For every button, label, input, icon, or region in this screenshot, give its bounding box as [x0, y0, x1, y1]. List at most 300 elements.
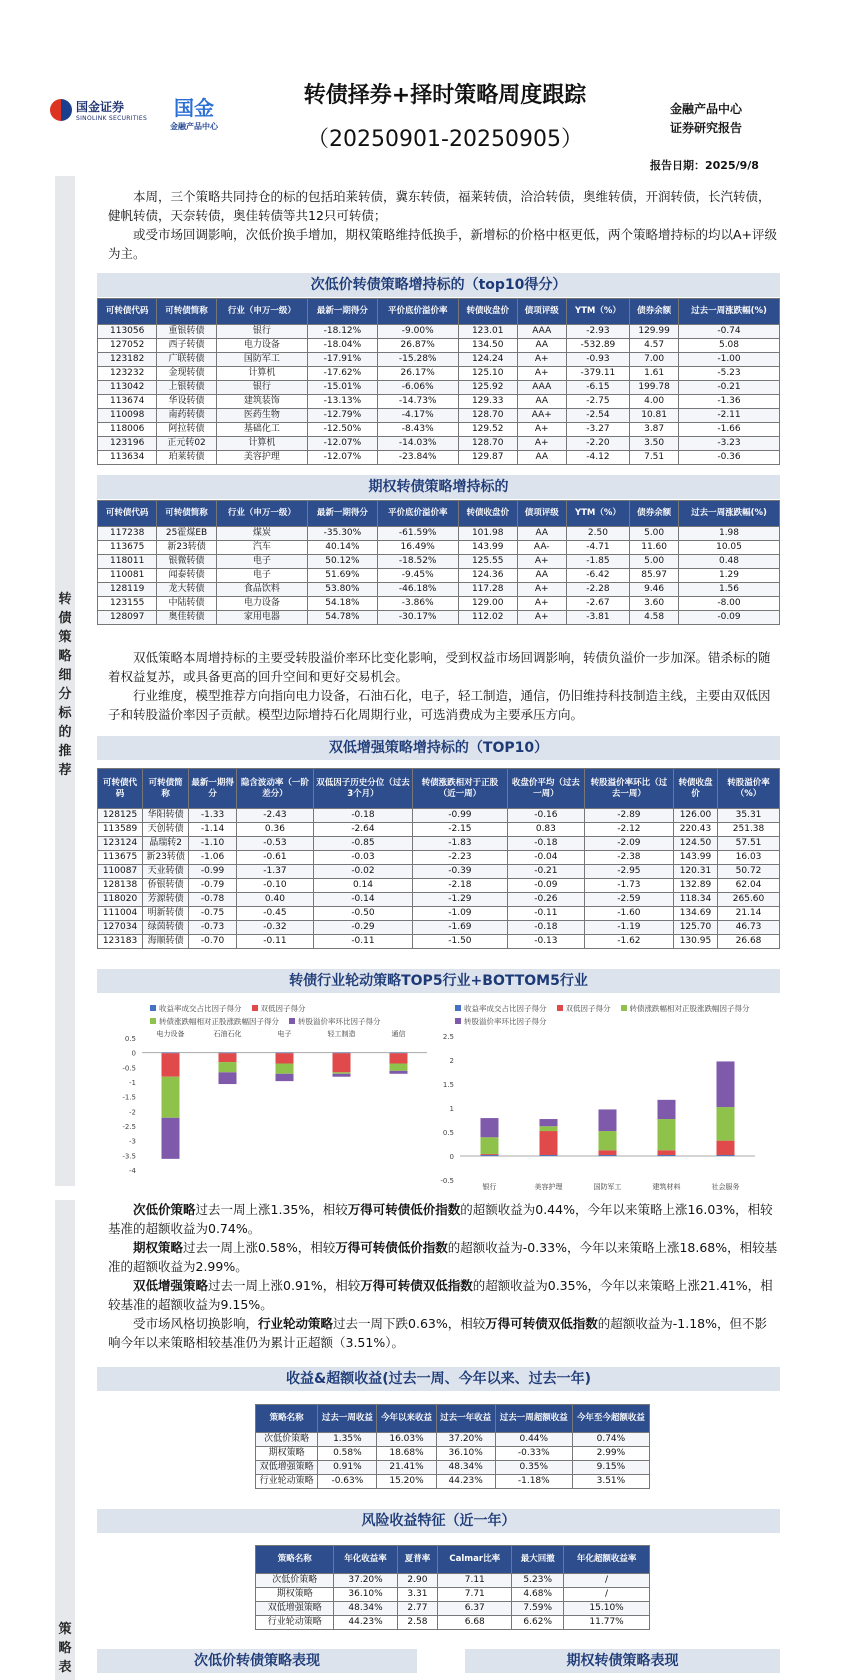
- table1-header-1: 可转债简称: [157, 299, 216, 325]
- table1-cell: -2.93: [566, 325, 630, 339]
- table3-cell: -0.10: [236, 879, 313, 893]
- table-row: [98, 527, 780, 541]
- bar-segment: [481, 1137, 499, 1154]
- table3-cell: -0.75: [189, 907, 237, 921]
- table1-cell: 125.92: [458, 381, 517, 395]
- perf-s1: [108, 1200, 778, 1238]
- bar-segment: [717, 1107, 735, 1141]
- bar-segment: [333, 1072, 351, 1073]
- table3-cell: -1.83: [412, 837, 507, 851]
- table-row: [98, 893, 780, 907]
- table2-cell: 118011: [98, 555, 157, 569]
- table2-cell: A+: [517, 611, 566, 625]
- sidebar-label-1: 转债策略细分标的推荐: [58, 592, 72, 778]
- table1-cell: -6.15: [566, 381, 630, 395]
- table-row: [98, 865, 780, 879]
- table3-cell: -0.21: [507, 865, 584, 879]
- perf-s2-index: 万得可转债低价指数: [335, 1240, 448, 1255]
- table2-cell: 129.00: [458, 597, 517, 611]
- table2-header-2: 行业（申万一级）: [216, 501, 307, 527]
- table-row: [98, 395, 780, 409]
- table3-cell: -0.50: [313, 907, 412, 921]
- table-row: [98, 541, 780, 555]
- table4-cell: -0.33%: [495, 1447, 572, 1461]
- table-row: [98, 851, 780, 865]
- table3-cell: -2.64: [313, 823, 412, 837]
- table3-cell: 113589: [98, 823, 143, 837]
- table4-cell: 0.44%: [495, 1433, 572, 1447]
- table4-cell: 16.03%: [377, 1433, 436, 1447]
- table2-header-9: 过去一周涨跌幅(%): [678, 501, 779, 527]
- table4-cell: 3.51%: [572, 1475, 649, 1489]
- perf-s3: [108, 1276, 778, 1314]
- table-row: [98, 409, 780, 423]
- table1-cell: 199.78: [630, 381, 679, 395]
- table-row: [98, 325, 780, 339]
- table3-cell: 26.68: [718, 935, 780, 949]
- table2-cell: 16.49%: [377, 541, 458, 555]
- table1-cell: 南药转债: [157, 409, 216, 423]
- rotation-title: 转债行业轮动策略TOP5行业+BOTTOM5行业: [97, 969, 780, 993]
- table1-cell: -2.75: [566, 395, 630, 409]
- table3-header-7: 转股溢价率环比（过去一周）: [584, 769, 673, 809]
- table4-cell: 期权策略: [256, 1447, 318, 1461]
- table2-cell: -4.71: [566, 541, 630, 555]
- table1-cell: 123196: [98, 437, 157, 451]
- table4-cell: 1.35%: [318, 1433, 377, 1447]
- table2-cell: -8.00: [678, 597, 779, 611]
- table1-cell: 134.50: [458, 339, 517, 353]
- y-tick-label: -0.5: [440, 1177, 454, 1185]
- perf-s2: [108, 1238, 778, 1276]
- table3-cell: -1.37: [236, 865, 313, 879]
- table3-cell: 绿茵转债: [143, 921, 189, 935]
- table1-cell: 124.24: [458, 353, 517, 367]
- table5: [255, 1545, 650, 1630]
- table4-header-5: 今年至今超额收益: [572, 1405, 649, 1433]
- legend-swatch: [150, 1018, 156, 1024]
- y-tick-label: 2: [449, 1057, 454, 1065]
- table2-cell: 新23转债: [157, 541, 216, 555]
- table3-cell: -2.18: [412, 879, 507, 893]
- table4-header-2: 今年以来收益: [377, 1405, 436, 1433]
- table5-cell: 44.23%: [334, 1616, 397, 1630]
- table5-cell: 15.10%: [564, 1602, 650, 1616]
- table1-cell: AAA: [517, 325, 566, 339]
- table3-cell: -2.12: [584, 823, 673, 837]
- table2-cell: 家用电器: [216, 611, 307, 625]
- table3-cell: -0.26: [507, 893, 584, 907]
- table2-cell: 11.60: [630, 541, 679, 555]
- table4-cell: 次低价策略: [256, 1433, 318, 1447]
- table1-cell: 华设转债: [157, 395, 216, 409]
- table3-cell: 220.43: [673, 823, 717, 837]
- table3-cell: -0.11: [236, 935, 313, 949]
- table-row: [98, 423, 780, 437]
- table3-cell: -1.50: [412, 935, 507, 949]
- table3-cell: -0.78: [189, 893, 237, 907]
- bar-segment: [276, 1064, 294, 1074]
- table1-cell: -0.74: [678, 325, 779, 339]
- table2-cell: 食品饮料: [216, 583, 307, 597]
- table5-cell: 7.59%: [512, 1602, 564, 1616]
- category-label: 国防军工: [593, 1183, 622, 1191]
- bar-segment: [481, 1154, 499, 1155]
- table2-cell: 中陆转债: [157, 597, 216, 611]
- table2-cell: 51.69%: [307, 569, 377, 583]
- table3-header-2: 最新一期得分: [189, 769, 237, 809]
- logo2-small: 金融产品中心: [170, 122, 218, 131]
- analysis-p2: 行业维度，模型推荐方向指向电力设备，石油石化，电子，轻工制造，通信，仍旧维持科技制造主线，主要由双低因子和转股溢价率因子贡献。模型边际增持石化周期行业，可选消费成为主要承压方向。: [108, 688, 771, 722]
- table4-cell: 0.58%: [318, 1447, 377, 1461]
- category-label: 美容护理: [534, 1183, 563, 1191]
- table2-header-6: 债项评级: [517, 501, 566, 527]
- legend-label: 双低因子得分: [260, 1004, 306, 1013]
- table3-cell: -1.29: [412, 893, 507, 907]
- table2-cell: -46.18%: [377, 583, 458, 597]
- table1-cell: 计算机: [216, 367, 307, 381]
- table1-cell: -4.17%: [377, 409, 458, 423]
- table1-cell: -1.36: [678, 395, 779, 409]
- table-row: [98, 437, 780, 451]
- table4-cell: 双低增强策略: [256, 1461, 318, 1475]
- chart-bottom5: [440, 1028, 780, 1193]
- table1-cell: 128.70: [458, 409, 517, 423]
- bar-segment: [658, 1119, 676, 1150]
- table4-cell: 行业轮动策略: [256, 1475, 318, 1489]
- table5-cell: 3.31: [397, 1588, 438, 1602]
- table2-cell: 3.60: [630, 597, 679, 611]
- table2: [97, 500, 780, 625]
- table3-header-8: 转债收盘价: [673, 769, 717, 809]
- table3-cell: -2.09: [584, 837, 673, 851]
- perf-s1-text2: 的超额收益为0.44%，今年以来策略上涨16.03%，相较基准的超额收益为0.74%。: [108, 1202, 773, 1236]
- table5-cell: 7.71: [438, 1588, 512, 1602]
- table1-cell: -12.07%: [307, 451, 377, 465]
- table3-cell: -1.60: [584, 907, 673, 921]
- table1-cell: AA: [517, 451, 566, 465]
- bar-segment: [540, 1131, 558, 1155]
- table1-cell: -18.12%: [307, 325, 377, 339]
- table3-cell: 0.36: [236, 823, 313, 837]
- legend-swatch: [150, 1005, 156, 1011]
- table2-cell: 5.00: [630, 555, 679, 569]
- bar-segment: [540, 1126, 558, 1131]
- legend-item: [289, 1016, 381, 1027]
- table1-cell: -3.27: [566, 423, 630, 437]
- table5-cell: /: [564, 1588, 650, 1602]
- table1-cell: 美容护理: [216, 451, 307, 465]
- table1-cell: AAA: [517, 381, 566, 395]
- category-label: 社会服务: [711, 1183, 740, 1191]
- perf-s4-text2: 的超额收益为-1.18%，但不影响今年以来策略相较基准仍为累计正超额（3.51%）。: [108, 1316, 767, 1350]
- table1-cell: 123182: [98, 353, 157, 367]
- table2-cell: 汽车: [216, 541, 307, 555]
- category-label: 电子: [277, 1030, 292, 1038]
- table1-header-0: 可转债代码: [98, 299, 157, 325]
- table-row: [98, 837, 780, 851]
- table1-header-9: 过去一周涨跌幅(%): [678, 299, 779, 325]
- perf-s3-text2: 的超额收益为0.35%，今年以来策略上涨21.41%，相较基准的超额收益为9.15%。: [108, 1278, 773, 1312]
- table3-cell: 16.03: [718, 851, 780, 865]
- table3-cell: -1.73: [584, 879, 673, 893]
- table1-cell: 正元转02: [157, 437, 216, 451]
- table1-cell: -2.11: [678, 409, 779, 423]
- table5-cell: 4.68%: [512, 1588, 564, 1602]
- table1-header-5: 转债收盘价: [458, 299, 517, 325]
- table1-cell: -5.23: [678, 367, 779, 381]
- table-row: [98, 907, 780, 921]
- table-row: [98, 823, 780, 837]
- table2-cell: 电子: [216, 569, 307, 583]
- table2-cell: -3.81: [566, 611, 630, 625]
- legend-item: [150, 1016, 279, 1027]
- intro-section: [108, 187, 778, 263]
- table2-cell: 电子: [216, 555, 307, 569]
- legend-swatch: [455, 1005, 461, 1011]
- table2-cell: 54.78%: [307, 611, 377, 625]
- table1-cell: 1.61: [630, 367, 679, 381]
- table1-cell: -2.54: [566, 409, 630, 423]
- table2-cell: 4.58: [630, 611, 679, 625]
- table4-cell: 21.41%: [377, 1461, 436, 1475]
- table1-cell: AA: [517, 339, 566, 353]
- table-row: [98, 611, 780, 625]
- table2-cell: 110081: [98, 569, 157, 583]
- legend-swatch: [621, 1005, 627, 1011]
- table1-cell: -0.93: [566, 353, 630, 367]
- table-row: [256, 1447, 650, 1461]
- table2-cell: 50.12%: [307, 555, 377, 569]
- table-row: [256, 1588, 650, 1602]
- table1-cell: 113634: [98, 451, 157, 465]
- table3-cell: -0.02: [313, 865, 412, 879]
- table2-cell: AA: [517, 527, 566, 541]
- category-label: 轻工制造: [327, 1030, 356, 1038]
- table2-cell: 25霍煤EB: [157, 527, 216, 541]
- table3-header-0: 可转债代码: [98, 769, 143, 809]
- y-tick-label: 0.5: [124, 1035, 136, 1043]
- perf-s4: [108, 1314, 778, 1352]
- bar-segment: [276, 1053, 294, 1063]
- table3-cell: -2.59: [584, 893, 673, 907]
- bar-segment: [162, 1053, 180, 1076]
- table3-cell: -2.95: [584, 865, 673, 879]
- table1-cell: -12.50%: [307, 423, 377, 437]
- category-label: 建筑材料: [652, 1183, 681, 1191]
- bar-segment: [219, 1053, 237, 1054]
- table1-cell: 3.50: [630, 437, 679, 451]
- table2-cell: A+: [517, 555, 566, 569]
- table4-cell: 0.74%: [572, 1433, 649, 1447]
- bar-segment: [219, 1062, 237, 1072]
- y-tick-label: 2.5: [442, 1033, 454, 1041]
- table2-header-0: 可转债代码: [98, 501, 157, 527]
- table2-cell: 5.00: [630, 527, 679, 541]
- legend-item: [455, 1003, 547, 1014]
- legend-label: 转债涨跌幅相对正股涨跌幅因子得分: [159, 1017, 279, 1026]
- table3-cell: -0.18: [313, 809, 412, 823]
- table2-cell: 10.05: [678, 541, 779, 555]
- perf-s4-name: 行业轮动策略: [258, 1316, 334, 1331]
- table1-cell: 上银转债: [157, 381, 216, 395]
- bar-segment: [658, 1150, 676, 1155]
- table3-cell: -0.11: [507, 907, 584, 921]
- table3-header-4: 双低因子历史分位（过去3个月）: [313, 769, 412, 809]
- perf-s4-text: 过去一周下跌0.63%，相较: [333, 1316, 486, 1331]
- table2-cell: -61.59%: [377, 527, 458, 541]
- bottom-left-title: 次低价转债策略表现: [97, 1649, 417, 1673]
- y-tick-label: -2: [129, 1108, 136, 1117]
- table1-cell: 113056: [98, 325, 157, 339]
- table1-cell: 银行: [216, 381, 307, 395]
- table3-header-5: 转债涨跌相对于正股（近一周）: [412, 769, 507, 809]
- table2-cell: -2.67: [566, 597, 630, 611]
- table3-cell: 134.69: [673, 907, 717, 921]
- table3-cell: 128138: [98, 879, 143, 893]
- table3-cell: 新23转债: [143, 851, 189, 865]
- table-row: [98, 921, 780, 935]
- y-tick-label: -0.5: [122, 1064, 136, 1073]
- table1-cell: -379.11: [566, 367, 630, 381]
- table3-cell: -2.38: [584, 851, 673, 865]
- table3-cell: -0.61: [236, 851, 313, 865]
- perf-s1-index: 万得可转债低价指数: [347, 1202, 461, 1217]
- perf-s2-name: 期权策略: [133, 1240, 184, 1255]
- table1-cell: -8.43%: [377, 423, 458, 437]
- table1-cell: -2.20: [566, 437, 630, 451]
- bar-segment: [390, 1053, 408, 1054]
- table2-cell: 54.18%: [307, 597, 377, 611]
- table2-cell: -18.52%: [377, 555, 458, 569]
- table3-cell: 128125: [98, 809, 143, 823]
- chart2-legend: [455, 1003, 775, 1027]
- table1-cell: -532.89: [566, 339, 630, 353]
- table4-cell: 18.68%: [377, 1447, 436, 1461]
- bar-segment: [333, 1074, 351, 1077]
- perf-s4-index: 万得可转债双低指数: [485, 1316, 598, 1331]
- table3-cell: 华阳转债: [143, 809, 189, 823]
- table3-cell: 123183: [98, 935, 143, 949]
- table-row: [256, 1574, 650, 1588]
- table1-cell: -23.84%: [377, 451, 458, 465]
- perf-s3-text: 过去一周上涨0.91%，相较: [208, 1278, 361, 1293]
- table1-cell: 26.17%: [377, 367, 458, 381]
- logo2-big: 国金: [174, 96, 214, 120]
- table3-cell: 0.40: [236, 893, 313, 907]
- table3-header-9: 转股溢价率（%）: [718, 769, 780, 809]
- table3-cell: 晶瑞转2: [143, 837, 189, 851]
- table5-cell: 11.77%: [564, 1616, 650, 1630]
- table3-cell: -0.39: [412, 865, 507, 879]
- table4-header-3: 过去一年收益: [436, 1405, 495, 1433]
- table3-cell: -2.43: [236, 809, 313, 823]
- table3-cell: 125.70: [673, 921, 717, 935]
- table2-cell: 奥佳转债: [157, 611, 216, 625]
- table-row: [98, 451, 780, 465]
- bar-segment: [219, 1072, 237, 1084]
- table1-cell: 129.52: [458, 423, 517, 437]
- table3-cell: 251.38: [718, 823, 780, 837]
- bar-segment: [333, 1053, 351, 1072]
- analysis-section: [108, 648, 778, 724]
- table3-cell: 143.99: [673, 851, 717, 865]
- table5-cell: 期权策略: [256, 1588, 334, 1602]
- table4-cell: -0.63%: [318, 1475, 377, 1489]
- table1-cell: -17.91%: [307, 353, 377, 367]
- table1-cell: -14.73%: [377, 395, 458, 409]
- y-tick-label: 0.5: [442, 1129, 454, 1137]
- category-label: 通信: [391, 1030, 406, 1038]
- table1-cell: 基础化工: [216, 423, 307, 437]
- sidebar-section-2: [55, 1200, 75, 1680]
- table1-cell: -13.13%: [307, 395, 377, 409]
- table3-cell: 124.50: [673, 837, 717, 851]
- performance-section: [108, 1200, 778, 1352]
- bar-segment: [276, 1074, 294, 1081]
- table2-header-1: 可转债简称: [157, 501, 216, 527]
- table3-cell: 21.14: [718, 907, 780, 921]
- table2-cell: 闻泰转债: [157, 569, 216, 583]
- table5-header-1: 年化收益率: [334, 1546, 397, 1574]
- table1-cell: -0.21: [678, 381, 779, 395]
- y-tick-label: -4: [129, 1167, 136, 1175]
- table5-cell: 双低增强策略: [256, 1602, 334, 1616]
- table-row: [256, 1475, 650, 1489]
- table1-cell: -3.23: [678, 437, 779, 451]
- table3-cell: -0.70: [189, 935, 237, 949]
- table1-cell: A+: [517, 367, 566, 381]
- y-tick-label: -3.5: [122, 1152, 136, 1161]
- perf-s3-name: 双低增强策略: [133, 1278, 209, 1293]
- table1-cell: 4.57: [630, 339, 679, 353]
- intro-p2: 或受市场回调影响，次低价换手增加，期权策略维持低换手，新增标的价格中枢更低，两个策略增持标的均以A+评级为主。: [108, 227, 778, 261]
- table2-header-3: 最新一期得分: [307, 501, 377, 527]
- sinolink-logo-icon: [50, 99, 72, 121]
- table2-cell: -30.17%: [377, 611, 458, 625]
- legend-item: [455, 1016, 547, 1027]
- table2-cell: 龙大转债: [157, 583, 216, 597]
- table1-cell: -9.00%: [377, 325, 458, 339]
- chart1-legend: [150, 1003, 440, 1027]
- table1-cell: -14.03%: [377, 437, 458, 451]
- table3-cell: -0.85: [313, 837, 412, 851]
- table2-cell: 85.97: [630, 569, 679, 583]
- table2-cell: 112.02: [458, 611, 517, 625]
- table-row: [98, 597, 780, 611]
- table1-cell: -0.36: [678, 451, 779, 465]
- table2-cell: 113675: [98, 541, 157, 555]
- sinolink-logo: [50, 98, 147, 122]
- table-row: [256, 1616, 650, 1630]
- table3-cell: 127034: [98, 921, 143, 935]
- table1-cell: 113674: [98, 395, 157, 409]
- table3-cell: 天业转债: [143, 865, 189, 879]
- y-tick-label: -2.5: [122, 1123, 136, 1131]
- table2-cell: 1.98: [678, 527, 779, 541]
- table-row: [98, 879, 780, 893]
- table3-cell: -0.99: [412, 809, 507, 823]
- table3-cell: -0.04: [507, 851, 584, 865]
- table1-cell: 金现转债: [157, 367, 216, 381]
- legend-item: [621, 1003, 750, 1014]
- bar-segment: [390, 1071, 408, 1074]
- bar-segment: [599, 1131, 617, 1150]
- table3-cell: 126.00: [673, 809, 717, 823]
- table2-cell: 117.28: [458, 583, 517, 597]
- table3-cell: -0.16: [507, 809, 584, 823]
- table5-cell: 6.37: [438, 1602, 512, 1616]
